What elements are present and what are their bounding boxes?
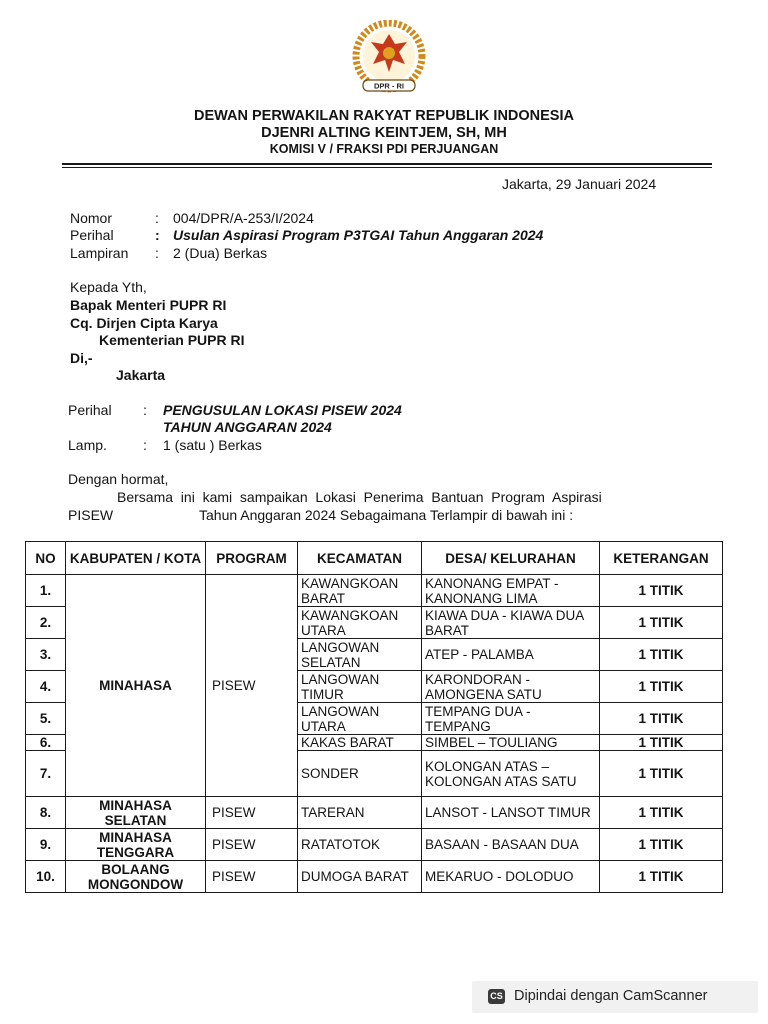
greeting: Dengan hormat,	[68, 471, 169, 487]
lamp-label: Lamp.	[68, 437, 107, 453]
row-program: PISEW	[206, 861, 298, 893]
row-kecamatan: LANGOWAN SELATAN	[298, 639, 422, 671]
table-row	[26, 829, 723, 861]
row-kecamatan: KAWANGKOAN BARAT	[298, 575, 422, 607]
row-desa: KOLONGAN ATAS – KOLONGAN ATAS SATU	[422, 751, 600, 797]
row-keterangan: 1 TITIK	[600, 829, 723, 861]
camscanner-icon: CS	[488, 989, 505, 1004]
row-keterangan: 1 TITIK	[600, 607, 723, 639]
row-no: 10.	[26, 861, 66, 893]
row-no: 4.	[26, 671, 66, 703]
recipient-salutation: Kepada Yth,	[70, 279, 147, 295]
row-kecamatan: LANGOWAN UTARA	[298, 703, 422, 735]
subject-line1: PENGUSULAN LOKASI PISEW 2024	[163, 402, 402, 418]
header-kecamatan: KECAMATAN	[298, 542, 422, 575]
subject-label: Perihal	[68, 402, 112, 418]
place-date: Jakarta, 29 Januari 2024	[502, 176, 657, 192]
subject-colon: :	[143, 402, 147, 418]
row-kecamatan: RATATOTOK	[298, 829, 422, 861]
row-no: 9.	[26, 829, 66, 861]
header-desa: DESA/ KELURAHAN	[422, 542, 600, 575]
recipient-di: Di,-	[70, 350, 93, 366]
lamp-colon: :	[143, 437, 147, 453]
header-kabupaten: KABUPATEN / KOTA	[66, 542, 206, 575]
svg-text:DPR - RI: DPR - RI	[374, 81, 404, 91]
nomor-colon: :	[155, 210, 159, 226]
row-no: 6.	[26, 735, 66, 751]
row-desa: KANONANG EMPAT - KANONANG LIMA	[422, 575, 600, 607]
row-desa: KARONDORAN - AMONGENA SATU	[422, 671, 600, 703]
dpr-emblem-icon	[349, 20, 429, 96]
group-kabupaten: MINAHASA	[66, 575, 206, 797]
lamp-value: 1 (satu ) Berkas	[163, 437, 262, 453]
row-desa: SIMBEL – TOULIANG	[422, 735, 600, 751]
letterhead-commission: KOMISI V / FRAKSI PDI PERJUANGAN	[269, 142, 499, 156]
perihal-label: Perihal	[70, 227, 114, 243]
letterhead-rule-thin	[62, 167, 712, 168]
row-keterangan: 1 TITIK	[600, 861, 723, 893]
recipient-ministry: Kementerian PUPR RI	[99, 332, 245, 348]
row-kabupaten: BOLAANG MONGONDOW	[66, 861, 206, 893]
body-line2-program: PISEW	[68, 507, 114, 523]
header-keterangan: KETERANGAN	[600, 542, 723, 575]
row-keterangan: 1 TITIK	[600, 671, 723, 703]
row-no: 5.	[26, 703, 66, 735]
body-line2-text: Tahun Anggaran 2024 Sebagaimana Terlampir di bawah ini :	[199, 507, 574, 523]
row-kecamatan: KAWANGKOAN UTARA	[298, 607, 422, 639]
row-desa: MEKARUO - DOLODUO	[422, 861, 600, 893]
camscanner-text: Dipindai dengan CamScanner	[514, 988, 708, 1004]
nomor-label: Nomor	[70, 210, 113, 226]
recipient-director: Cq. Dirjen Cipta Karya	[70, 315, 218, 331]
header-no: NO	[26, 542, 66, 575]
row-keterangan: 1 TITIK	[600, 639, 723, 671]
row-kabupaten: MINAHASA SELATAN	[66, 797, 206, 829]
letterhead-name: DJENRI ALTING KEINTJEM, SH, MH	[261, 125, 507, 141]
row-keterangan: 1 TITIK	[600, 735, 723, 751]
table-row	[26, 575, 723, 607]
lampiran-colon: :	[155, 245, 159, 261]
row-desa: ATEP - PALAMBA	[422, 639, 600, 671]
row-desa: KIAWA DUA - KIAWA DUA BARAT	[422, 607, 600, 639]
group-program: PISEW	[206, 575, 298, 797]
subject-line2: TAHUN ANGGARAN 2024	[163, 419, 332, 435]
row-desa: BASAAN - BASAAN DUA	[422, 829, 600, 861]
row-keterangan: 1 TITIK	[600, 575, 723, 607]
recipient-minister: Bapak Menteri PUPR RI	[70, 297, 227, 313]
row-keterangan: 1 TITIK	[600, 751, 723, 797]
row-kabupaten: MINAHASA TENGGARA	[66, 829, 206, 861]
row-keterangan: 1 TITIK	[600, 797, 723, 829]
row-kecamatan: DUMOGA BARAT	[298, 861, 422, 893]
body-line1: Bersama ini kami sampaikan Lokasi Penerima Bantuan Program Aspirasi	[117, 489, 602, 505]
row-no: 3.	[26, 639, 66, 671]
row-program: PISEW	[206, 829, 298, 861]
row-no: 1.	[26, 575, 66, 607]
letterhead-rule	[62, 163, 712, 165]
row-keterangan: 1 TITIK	[600, 703, 723, 735]
perihal-colon: :	[155, 227, 160, 243]
row-desa: LANSOT - LANSOT TIMUR	[422, 797, 600, 829]
row-kecamatan: TARERAN	[298, 797, 422, 829]
header-program: PROGRAM	[206, 542, 298, 575]
table-row	[26, 797, 723, 829]
lampiran-label: Lampiran	[70, 245, 129, 261]
location-table	[25, 541, 723, 893]
recipient-city: Jakarta	[116, 367, 166, 383]
row-no: 8.	[26, 797, 66, 829]
table-header-row	[26, 542, 723, 575]
row-program: PISEW	[206, 797, 298, 829]
row-desa: TEMPANG DUA - TEMPANG	[422, 703, 600, 735]
row-kecamatan: LANGOWAN TIMUR	[298, 671, 422, 703]
camscanner-badge	[472, 981, 758, 1013]
row-no: 7.	[26, 751, 66, 797]
perihal-value: Usulan Aspirasi Program P3TGAI Tahun Anggaran 2024	[173, 227, 544, 243]
lampiran-value: 2 (Dua) Berkas	[173, 245, 268, 261]
row-kecamatan: SONDER	[298, 751, 422, 797]
nomor-value: 004/DPR/A-253/I/2024	[173, 210, 314, 226]
table-row	[26, 861, 723, 893]
row-no: 2.	[26, 607, 66, 639]
row-kecamatan: KAKAS BARAT	[298, 735, 422, 751]
letterhead-title: DEWAN PERWAKILAN RAKYAT REPUBLIK INDONESIA	[194, 108, 574, 124]
